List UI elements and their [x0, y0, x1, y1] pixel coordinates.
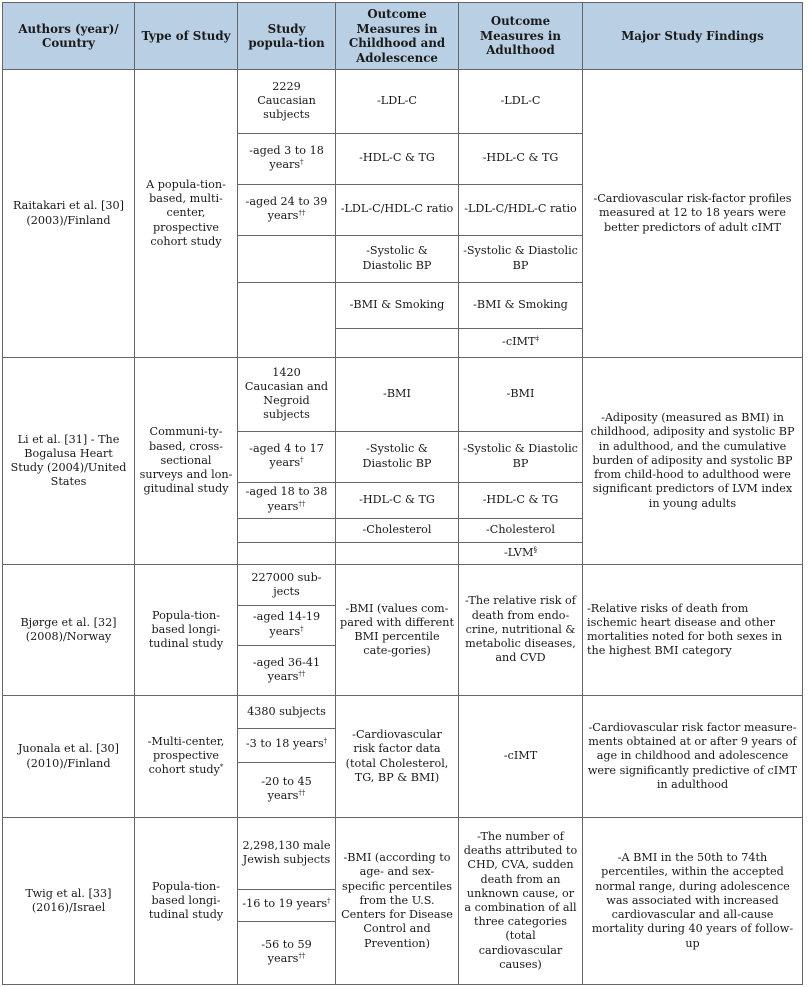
outcome-item: -Cholesterol [336, 518, 458, 542]
header-population: Study popula-tion [238, 3, 336, 70]
header-outcome-child: Outcome Measures in Childhood and Adolescence [336, 3, 459, 70]
header-row [3, 3, 803, 70]
authors-cell: Li et al. [31] - The Bogalusa Heart Study (2004)/United States [3, 358, 135, 565]
outcome-item: -Systolic & Diastolic BP [459, 235, 582, 282]
table-row [3, 696, 803, 818]
population-item: -16 to 19 years [242, 897, 328, 911]
population-item: -aged 3 to 18 years [249, 143, 324, 171]
header-findings: Major Study Findings [583, 3, 803, 70]
outcome-item: -LDL-C/HDL-C ratio [336, 184, 458, 235]
footnote-mark: †† [298, 789, 306, 798]
outcome-item: -LVM [504, 545, 534, 559]
header-authors: Authors (year)/ Country [3, 3, 135, 70]
outcome-item: -HDL-C & TG [336, 133, 458, 184]
table-row [3, 358, 803, 565]
footnote-mark: †† [298, 669, 306, 678]
footnote-mark: † [323, 737, 328, 746]
population-item: 1420 Caucasian and Negroid subjects [244, 365, 329, 422]
footnote-mark: †† [298, 209, 306, 217]
outcome-item: -cIMT [502, 334, 536, 348]
footnote-mark: § [533, 545, 537, 554]
outcome-item [336, 328, 458, 356]
outcome-item: -LDL-C/HDL-C ratio [459, 184, 582, 235]
population-item: -aged 18 to 38 years [245, 485, 328, 513]
outcome-item [336, 542, 458, 564]
outcome-adult-cell [459, 70, 583, 358]
population-item: 227000 sub-jects [251, 570, 322, 598]
outcome-item: -LDL-C [336, 70, 458, 133]
outcome-adult-cell: -cIMT [459, 696, 583, 818]
population-cell [238, 818, 336, 985]
outcome-adult-cell: -The number of deaths attributed to CHD, CVA, sudden death from an unknown cause, or a combination of all three categories (total cardiovascular causes) [459, 818, 583, 985]
population-item: -aged 14-19 years [252, 610, 321, 638]
population-item: -aged 36-41 years [252, 655, 321, 683]
type-cell: A popula-tion-based, multi-center, prospective cohort study [135, 70, 238, 358]
outcome-child-cell [336, 358, 459, 565]
outcome-adult-cell [459, 358, 583, 565]
footnote-mark: * [219, 763, 224, 772]
table-row [3, 818, 803, 985]
outcome-item: -Systolic & Diastolic BP [459, 431, 582, 482]
outcome-adult-cell: -The relative risk of death from endo-crine, nutritional & metabolic diseases, and CVD [459, 565, 583, 696]
population-item: -20 to 45 years [261, 775, 312, 803]
authors-cell: Juonala et al. [30] (2010)/Finland [3, 696, 135, 818]
population-item: 4380 subjects [247, 704, 326, 718]
population-item: -aged 24 to 39 years [245, 194, 328, 222]
outcome-item: -BMI [459, 358, 582, 431]
population-cell [238, 696, 336, 818]
outcome-item: -Cholesterol [459, 518, 582, 542]
population-item: 2,298,130 male Jewish subjects [242, 839, 331, 867]
findings-cell: -Cardiovascular risk factor measure-ments obtained at or after 9 years of age in childhood and adolescence were significantly predictive of cIMT in adulthood [583, 696, 803, 818]
population-item: 2229 Caucasian subjects [257, 79, 316, 122]
outcome-item: -HDL-C & TG [336, 482, 458, 518]
header-outcome-adult: Outcome Measures in Adulthood [459, 3, 583, 70]
population-cell [238, 70, 336, 358]
outcome-item: -BMI & Smoking [336, 282, 458, 328]
footnote-mark: † [327, 897, 331, 906]
type-cell: Popula-tion-based longi-tudinal study [135, 565, 238, 696]
outcome-child-cell [336, 70, 459, 358]
population-cell [238, 565, 336, 696]
findings-cell: -Adiposity (measured as BMI) in childhood, adiposity and systolic BP in adulthood, and the cumulative burden of adiposity and systolic BP from child-hood to adulthood were significant predictors of LVM index in young adults [583, 358, 803, 565]
outcome-item: -Systolic & Diastolic BP [336, 235, 458, 282]
footnote-mark: † [300, 158, 304, 166]
footnote-mark: ‡ [535, 334, 539, 343]
outcome-child-cell: -BMI (according to age- and sex-specific percentiles from the U.S. Centers for Disease Control and Prevention) [336, 818, 459, 985]
type-cell: Popula-tion-based longi-tudinal study [135, 818, 238, 985]
authors-cell: Raitakari et al. [30] (2003)/Finland [3, 70, 135, 358]
footnote-mark: † [300, 624, 304, 633]
outcome-item: -HDL-C & TG [459, 482, 582, 518]
header-type: Type of Study [135, 3, 238, 70]
table-row [3, 565, 803, 696]
type-cell [135, 696, 238, 818]
population-item: -56 to 59 years [261, 938, 312, 966]
footnote-mark: † [300, 456, 304, 464]
findings-cell: -Relative risks of death from ischemic heart disease and other mortalities noted for both sexes in the highest BMI category [583, 565, 803, 696]
population-item: -aged 4 to 17 years [249, 441, 324, 469]
studies-table [2, 2, 803, 985]
population-cell [238, 358, 336, 565]
outcome-item: -Systolic & Diastolic BP [336, 431, 458, 482]
outcome-item: -BMI & Smoking [459, 282, 582, 328]
type-cell: Communi-ty-based, cross-sectional surveys and lon-gitudinal study [135, 358, 238, 565]
findings-cell: -Cardiovascular risk-factor profiles measured at 12 to 18 years were better predictors of adult cIMT [583, 70, 803, 358]
population-item: -3 to 18 years [245, 737, 324, 751]
outcome-item: -LDL-C [459, 70, 582, 133]
outcome-child-cell: -Cardiovascular risk factor data (total Cholesterol, TG, BP & BMI) [336, 696, 459, 818]
authors-cell: Twig et al. [33] (2016)/Israel [3, 818, 135, 985]
outcome-item: -HDL-C & TG [459, 133, 582, 184]
authors-cell: Bjørge et al. [32] (2008)/Norway [3, 565, 135, 696]
outcome-child-cell: -BMI (values com-pared with different BMI percentile cate-gories) [336, 565, 459, 696]
outcome-item: -BMI [336, 358, 458, 431]
type-text: -Multi-center, prospective cohort study [147, 734, 225, 777]
footnote-mark: †† [298, 499, 306, 508]
table-row [3, 70, 803, 358]
findings-cell: -A BMI in the 50th to 74th percentiles, within the accepted normal range, during adolescence was associated with increased cardiovascular and all-cause mortality during 40 years of follow-up [583, 818, 803, 985]
footnote-mark: †† [298, 952, 306, 961]
